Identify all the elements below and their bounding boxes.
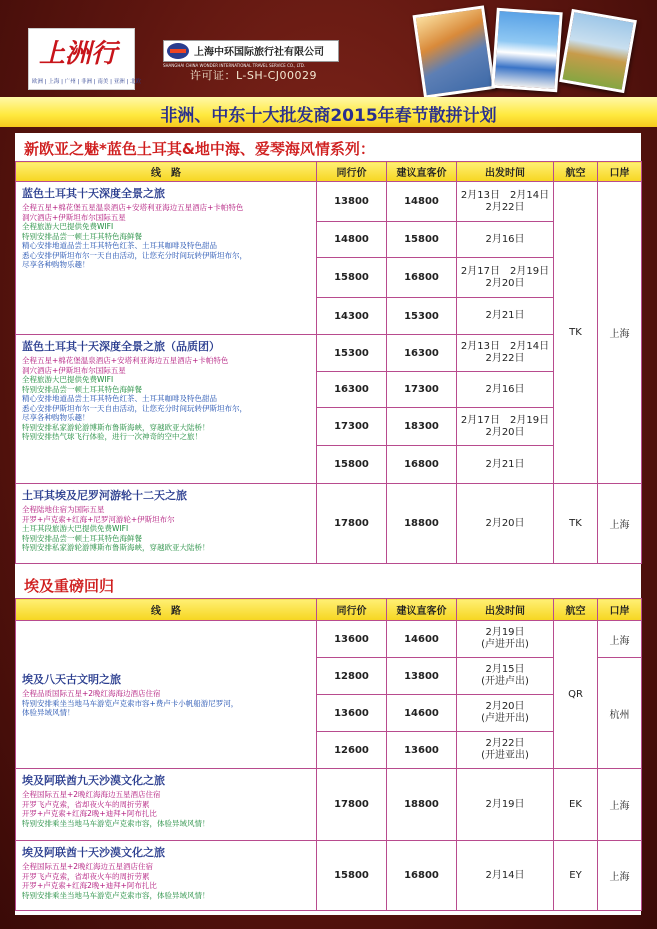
trade-price: 15800 bbox=[317, 258, 387, 298]
trade-price: 13600 bbox=[317, 621, 387, 658]
section1-heading-text: 新欧亚之魅*蓝色土耳其&地中海、爱琴海风情系列： bbox=[24, 140, 375, 158]
route-detail-line: 特别安排私家游轮游博斯布鲁斯海峡，穿越欧亚大陆桥！ bbox=[22, 422, 210, 432]
route-detail-line: 全程品质国际五星+2晚红海海边酒店住宿 bbox=[22, 689, 161, 699]
trade-price: 14300 bbox=[317, 298, 387, 335]
airline-code: QR bbox=[554, 621, 598, 769]
retail-price: 14600 bbox=[387, 695, 457, 732]
company-english-name: SHANGHAI CHINA WONDER INTERNATIONAL TRAVEL SERVICE CO., LTD. bbox=[163, 63, 306, 68]
photo-pyramids bbox=[559, 9, 637, 93]
col-header-departure: 出发时间 bbox=[457, 599, 554, 621]
trade-price: 12800 bbox=[317, 658, 387, 695]
retail-price: 16300 bbox=[387, 335, 457, 372]
logo-subtext: 欧洲 | 上海 | 广州 | 非洲 | 南美 | 亚洲 | 北欧 bbox=[32, 79, 142, 85]
route-details bbox=[22, 689, 310, 718]
col-header-route: 线 路 bbox=[16, 162, 317, 182]
route-detail-line: 开罗+卢克索+红海2晚+迪拜+阿布扎比 bbox=[22, 881, 157, 890]
route-detail-line: 洞穴酒店+伊斯坦布尔国际五星 bbox=[22, 365, 126, 375]
col-header-port: 口岸 bbox=[598, 162, 642, 182]
route-detail-line: 全程国际五星+2晚红海边五星酒店住宿 bbox=[22, 862, 154, 871]
route-title: 蓝色土耳其十天深度全景之旅 bbox=[22, 187, 165, 200]
trade-price: 13800 bbox=[317, 182, 387, 222]
airline-code: EK bbox=[554, 769, 598, 841]
route-detail-line: 全程旅游大巴提供免费WIFI bbox=[22, 222, 114, 231]
section1-table bbox=[15, 161, 642, 564]
route-detail-line: 特别安排品尝一顿土耳其特色海鲜餐 bbox=[22, 384, 142, 394]
col-header-airline: 航空 bbox=[554, 599, 598, 621]
route-cell bbox=[16, 621, 317, 769]
company-badge-icon bbox=[167, 43, 189, 59]
airline-code: TK bbox=[554, 182, 598, 484]
title-bar bbox=[0, 97, 657, 127]
airline-code: EY bbox=[554, 841, 598, 911]
col-header-airline: 航空 bbox=[554, 162, 598, 182]
route-title: 土耳其埃及尼罗河游轮十二天之旅 bbox=[22, 489, 187, 502]
route-detail-line: 特别安排乘坐当地马车游览卢克索市容，体验异域风情！ bbox=[22, 890, 210, 900]
col-header-port: 口岸 bbox=[598, 599, 642, 621]
departure-port: 上海 bbox=[598, 841, 642, 911]
route-cell bbox=[16, 182, 317, 335]
route-details bbox=[22, 203, 310, 270]
trade-price: 17300 bbox=[317, 408, 387, 446]
route-detail-line: 体验异域风情！ bbox=[22, 708, 75, 718]
retail-price: 15300 bbox=[387, 298, 457, 335]
route-detail-line: 特别安排乘坐当地马车游览卢克索市容，体验异域风情！ bbox=[22, 818, 210, 828]
route-details bbox=[22, 505, 310, 553]
departure-date: 2月15日 (开进卢出) bbox=[457, 658, 554, 695]
trade-price: 13600 bbox=[317, 695, 387, 732]
route-detail-line: 全程旅游大巴提供免费WIFI bbox=[22, 375, 114, 384]
departure-port: 杭州 bbox=[598, 658, 642, 769]
photo-santorini bbox=[491, 8, 562, 92]
retail-price: 13600 bbox=[387, 732, 457, 769]
route-detail-line: 开罗飞卢克索，省却夜火车的周折劳累 bbox=[22, 799, 150, 809]
route-detail-line: 精心安排地道品尝土耳其特色红茶、土耳其咖啡及特色甜品 bbox=[22, 241, 217, 250]
route-cell bbox=[16, 484, 317, 564]
retail-price: 13800 bbox=[387, 658, 457, 695]
trade-price: 14800 bbox=[317, 222, 387, 258]
page-title: 非洲、中东十大批发商2015年春节散拼计划 bbox=[160, 106, 497, 126]
route-detail-line: 特别安排私家游轮游博斯布鲁斯海峡，穿越欧亚大陆桥！ bbox=[22, 543, 210, 552]
departure-date: 2月13日 2月14日 2月22日 bbox=[457, 335, 554, 372]
departure-date: 2月19日 bbox=[457, 769, 554, 841]
retail-price: 18800 bbox=[387, 484, 457, 564]
route-detail-line: 悉心安排伊斯坦布尔一天自由活动，让您充分时间玩转伊斯坦布尔， bbox=[22, 250, 247, 260]
brand-logo bbox=[28, 28, 142, 90]
departure-date: 2月16日 bbox=[457, 222, 554, 258]
departure-date: 2月21日 bbox=[457, 298, 554, 335]
departure-date: 2月14日 bbox=[457, 841, 554, 911]
col-header-trade-price: 同行价 bbox=[317, 162, 387, 182]
departure-date: 2月20日 bbox=[457, 484, 554, 564]
route-detail-line: 尽享各种购物乐趣！ bbox=[22, 260, 90, 269]
col-header-retail-price: 建议直客价 bbox=[387, 162, 457, 182]
retail-price: 14800 bbox=[387, 182, 457, 222]
col-header-route: 线 路 bbox=[16, 599, 317, 621]
departure-port: 上海 bbox=[598, 484, 642, 564]
route-title: 埃及阿联酋十天沙漠文化之旅 bbox=[22, 846, 165, 859]
departure-date: 2月13日 2月14日 2月22日 bbox=[457, 182, 554, 222]
departure-date: 2月21日 bbox=[457, 446, 554, 484]
route-detail-line: 全程陆地住宿为国际五星 bbox=[22, 505, 105, 514]
retail-price: 17300 bbox=[387, 372, 457, 408]
retail-price: 16800 bbox=[387, 258, 457, 298]
license-number: 许可证：L-SH-CJ00029 bbox=[190, 69, 318, 82]
route-detail-line: 全程国际五星+2晚红海海边五星酒店住宿 bbox=[22, 790, 161, 799]
retail-price: 15800 bbox=[387, 222, 457, 258]
trade-price: 15800 bbox=[317, 841, 387, 911]
route-detail-line: 特别安排品尝一顿土耳其特色海鲜餐 bbox=[22, 533, 142, 543]
trade-price: 16300 bbox=[317, 372, 387, 408]
section1-heading bbox=[15, 133, 641, 161]
section2-heading bbox=[15, 570, 641, 598]
departure-date: 2月17日 2月19日 2月20日 bbox=[457, 408, 554, 446]
section2-heading-text: 埃及重磅回归 bbox=[24, 577, 115, 595]
route-detail-line: 全程五星+棉花堡五星温泉酒店+安塔利亚海边五星酒店+卡帕特色 bbox=[22, 203, 244, 212]
route-detail-line: 全程五星+棉花堡温泉酒店+安塔利亚海边五星酒店+卡帕特色 bbox=[22, 356, 229, 365]
retail-price: 16800 bbox=[387, 446, 457, 484]
route-detail-line: 洞穴酒店+伊斯坦布尔国际五星 bbox=[22, 212, 126, 222]
route-detail-line: 开罗+卢克索+红海2晚+迪拜+阿布扎比 bbox=[22, 809, 157, 818]
company-name: 上海中环国际旅行社有限公司 bbox=[194, 47, 324, 58]
retail-price: 18300 bbox=[387, 408, 457, 446]
trade-price: 15800 bbox=[317, 446, 387, 484]
route-title: 埃及八天古文明之旅 bbox=[22, 673, 121, 687]
route-detail-line: 特别安排热气球飞行体验，进行一次神奇的空中之旅！ bbox=[22, 432, 202, 441]
departure-date: 2月20日 (卢进开出) bbox=[457, 695, 554, 732]
route-detail-line: 开罗+卢克索+红海+尼罗河游轮+伊斯坦布尔 bbox=[22, 514, 175, 524]
departure-port: 上海 bbox=[598, 621, 642, 658]
route-detail-line: 开罗飞卢克索，省却夜火车的周折劳累 bbox=[22, 871, 150, 881]
route-detail-line: 土耳其段旅游大巴提供免费WIFI bbox=[22, 524, 129, 533]
col-header-retail-price: 建议直客价 bbox=[387, 599, 457, 621]
route-details bbox=[22, 790, 310, 828]
section2-table bbox=[15, 598, 642, 911]
route-title: 埃及阿联酋九天沙漠文化之旅 bbox=[22, 774, 165, 787]
route-cell bbox=[16, 335, 317, 484]
col-header-trade-price: 同行价 bbox=[317, 599, 387, 621]
route-cell bbox=[16, 841, 317, 911]
photo-coastline bbox=[413, 5, 496, 98]
departure-port: 上海 bbox=[598, 182, 642, 484]
route-detail-line: 尽享各种购物乐趣！ bbox=[22, 413, 90, 422]
route-title: 蓝色土耳其十天深度全景之旅（品质团） bbox=[22, 340, 220, 353]
trade-price: 12600 bbox=[317, 732, 387, 769]
departure-date: 2月17日 2月19日 2月20日 bbox=[457, 258, 554, 298]
company-banner bbox=[163, 40, 339, 62]
logo-text: 上洲行 bbox=[39, 39, 118, 69]
route-detail-line: 特别安排品尝一顿土耳其特色海鲜餐 bbox=[22, 231, 142, 241]
route-details bbox=[22, 356, 310, 442]
trade-price: 15300 bbox=[317, 335, 387, 372]
route-detail-line: 悉心安排伊斯坦布尔一天自由活动，让您充分时间玩转伊斯坦布尔， bbox=[22, 403, 247, 413]
route-cell bbox=[16, 769, 317, 841]
route-details bbox=[22, 862, 310, 900]
trade-price: 17800 bbox=[317, 484, 387, 564]
trade-price: 17800 bbox=[317, 769, 387, 841]
departure-date: 2月16日 bbox=[457, 372, 554, 408]
col-header-departure: 出发时间 bbox=[457, 162, 554, 182]
retail-price: 16800 bbox=[387, 841, 457, 911]
departure-date: 2月19日 (卢进开出) bbox=[457, 621, 554, 658]
route-detail-line: 特别安排乘坐当地马车游览卢克索市容+费卢卡小帆船游尼罗河， bbox=[22, 698, 239, 708]
airline-code: TK bbox=[554, 484, 598, 564]
retail-price: 14600 bbox=[387, 621, 457, 658]
departure-port: 上海 bbox=[598, 769, 642, 841]
retail-price: 18800 bbox=[387, 769, 457, 841]
departure-date: 2月22日 (开进亚出) bbox=[457, 732, 554, 769]
route-detail-line: 精心安排地道品尝土耳其特色红茶、土耳其咖啡及特色甜品 bbox=[22, 394, 217, 403]
